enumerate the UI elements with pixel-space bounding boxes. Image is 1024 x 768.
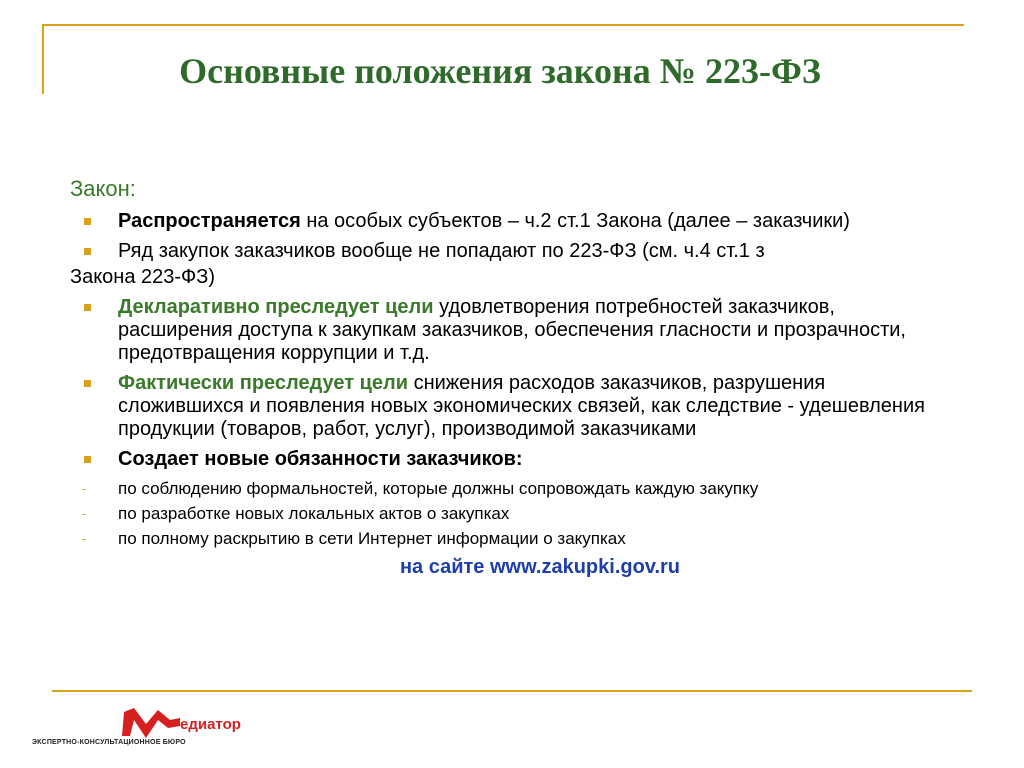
sub-item-text: по полному раскрытию в сети Интернет информации о закупках [118, 529, 626, 548]
item-bold-text: Создает новые обязанности заказчиков: [118, 448, 523, 470]
mediator-logo-icon [122, 706, 182, 740]
logo-name: едиатор [180, 716, 241, 733]
dash-bullet-icon: - [82, 506, 87, 521]
sub-item-text: по соблюдению формальностей, которые должны сопровождать каждую закупку [118, 479, 759, 498]
list-item-exclusions [70, 240, 950, 263]
item-green-text: Декларативно преследует цели [118, 296, 434, 318]
website-line: на сайте www.zakupki.gov.ru [399, 556, 681, 578]
item-green-text: Фактически преследует цели [118, 372, 409, 394]
square-bullet-icon [84, 380, 91, 387]
item-bold-text: Распространяется [118, 210, 301, 232]
list-item-declared-goals [70, 296, 950, 365]
slide-title: Основные положения закона № 223-ФЗ [179, 51, 821, 91]
dash-bullet-icon: - [82, 481, 87, 496]
logo-subtitle: ЭКСПЕРТНО-КОНСУЛЬТАЦИОННОЕ БЮРО [32, 739, 186, 746]
square-bullet-icon [84, 248, 91, 255]
item-text: Ряд закупок заказчиков вообще не попадают по 223-ФЗ (см. ч.4 ст.1 з [118, 240, 765, 262]
sub-item-disclosure [70, 528, 950, 550]
sub-item-formalities [70, 478, 950, 500]
item-text: снижения расходов заказчиков, разрушения сложившихся и появления новых экономических связей, как следствие - удешевления продукции (товаров, работ, услуг), производимой заказчиками [118, 372, 925, 440]
list-item-applies [70, 210, 950, 233]
top-border-line [42, 24, 964, 26]
mediator-logo [32, 706, 262, 758]
item-text: удовлетворения потребностей заказчиков, расширения доступа к закупкам заказчиков, обеспечения гласности и прозрачности, предотвращения коррупции и т.д. [118, 296, 906, 364]
square-bullet-icon [84, 304, 91, 311]
square-bullet-icon [84, 218, 91, 225]
list-item-actual-goals [70, 372, 950, 441]
list-item-new-duties [70, 448, 950, 471]
sub-item-text: по разработке новых локальных актов о закупках [118, 504, 510, 523]
slide-content [70, 176, 950, 579]
bottom-border-line [52, 690, 972, 692]
square-bullet-icon [84, 456, 91, 463]
item-continuation: Закона 223-ФЗ) [70, 266, 215, 288]
law-heading: Закон: [70, 176, 136, 201]
dash-bullet-icon: - [82, 531, 87, 546]
sub-item-local-acts [70, 503, 950, 525]
item-text: на особых субъектов – ч.2 ст.1 Закона (далее – заказчики) [300, 210, 850, 232]
